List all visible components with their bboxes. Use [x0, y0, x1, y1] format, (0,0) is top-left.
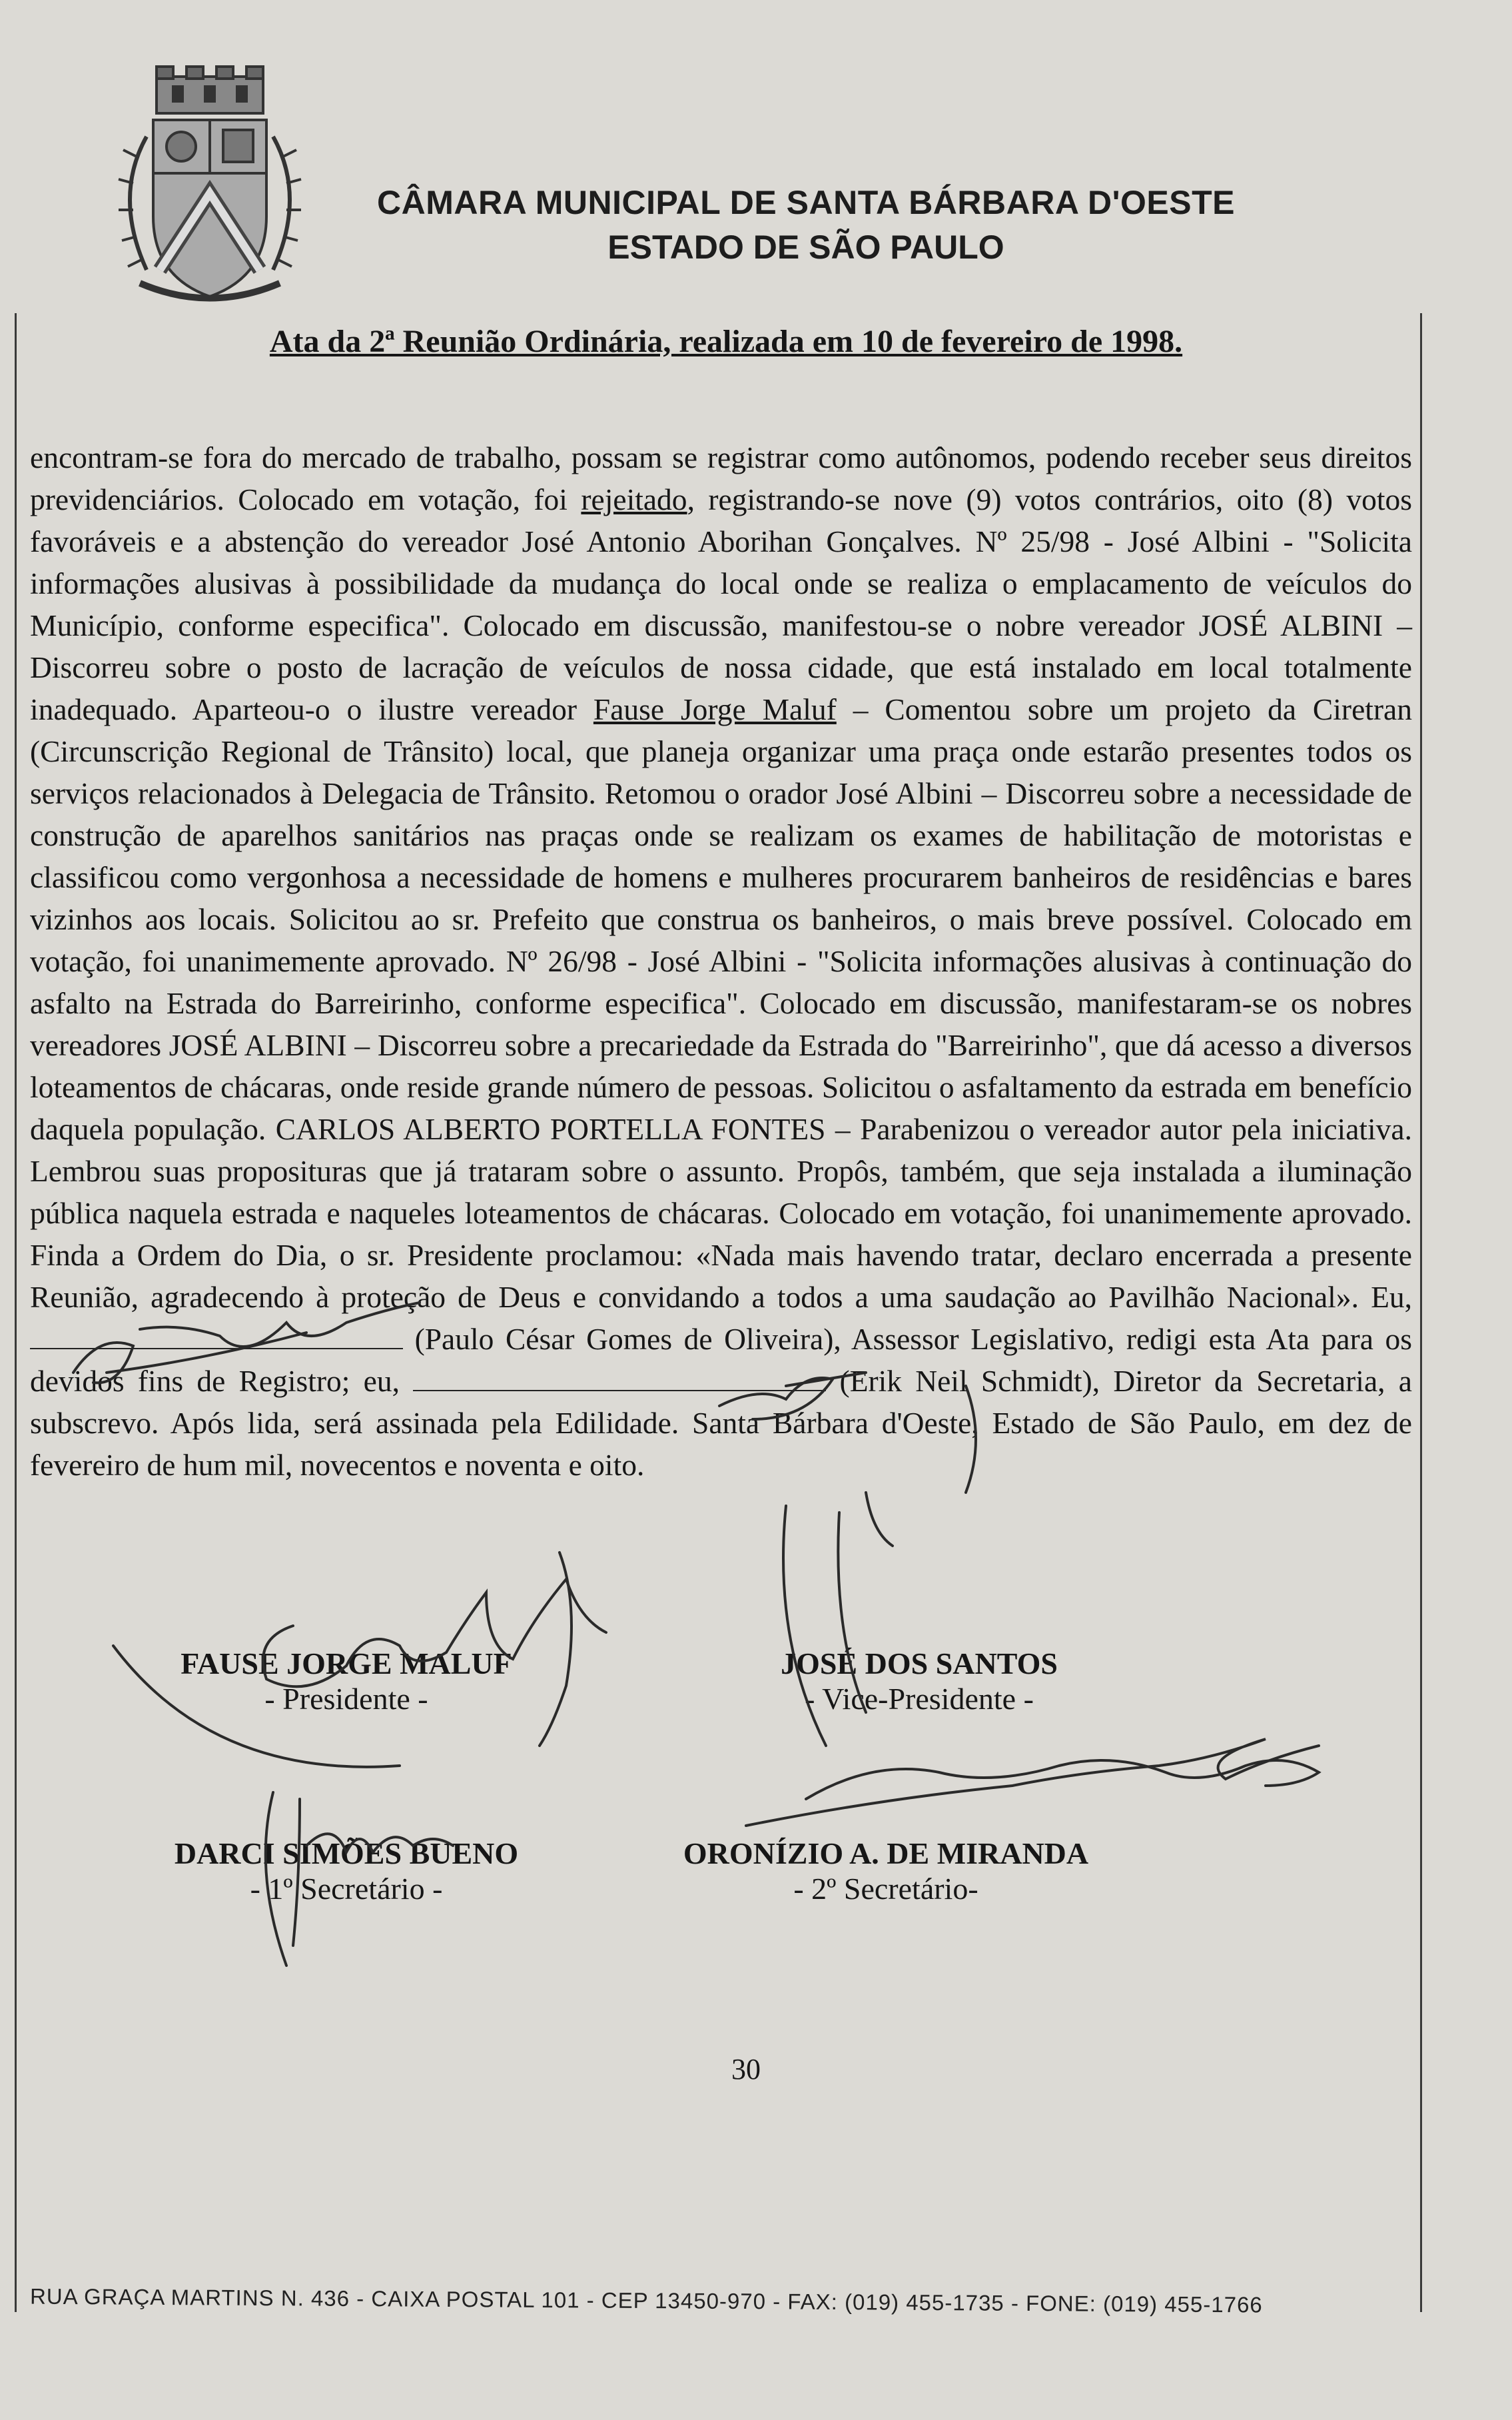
signer-name: FAUSE JORGE MALUF [181, 1646, 512, 1680]
signature-first-secretary [133, 1836, 560, 1906]
signer-role: - Vice-Presidente - [805, 1682, 1034, 1716]
signer-name: ORONÍZIO A. DE MIRANDA [683, 1836, 1089, 1870]
body-text-a: encontram-se fora do mercado de trabalho, possam se registrar como autônomos, podendo receber seus direitos previdenciários. Colocado em votação, foi [30, 440, 1412, 516]
signer-role: - 1º Secretário - [250, 1872, 443, 1906]
coat-of-arms-icon [100, 63, 320, 310]
institution-state: ESTADO DE SÃO PAULO [607, 229, 1004, 266]
underlined-fause-jorge-maluf: Fause Jorge Maluf [593, 692, 837, 726]
body-text-c: – Comentou sobre um projeto da Ciretran (Circunscrição Regional de Trânsito) local, que planeja organizar uma praça onde estarão presentes todos os serviços relacionados à Delegacia de Trânsito. Retomou o orador José Albini – Discorreu sobre a necessidade de construção de aparelhos sanitários nas praças onde se realizam os exames de habilitação de motoristas e classificou como vergonhosa a necessidade de homens e mulheres procurarem banheiros de residências e bares vizinhos aos locais. Solicitou ao sr. Prefeito que construa os banheiros, o mais breve possível. Colocado em votação, foi unanimemente aprovado. Nº 26/98 - José Albini - "Solicita informações alusivas à continuação do asfalto na Estrada do Barreirinho, conforme especifica". Colocado em discussão, manifestaram-se os nobres vereadores JOSÉ ALBINI – Discorreu sobre a precariedade da Estrada do "Barreirinho", que dá acesso a diversos loteamentos de chácaras, onde reside grande número de pessoas. Solicitou o asfaltamento da estrada em benefício daquela população. CARLOS ALBERTO PORTELLA FONTES – Parabenizou o vereador autor pela iniciativa. Lembrou suas proposituras que já trataram sobre o assunto. Propôs, também, que seja instalada a iluminação pública naquela estrada e naqueles loteamentos de chácaras. Colocado em votação, foi unanimemente aprovado. Finda a Ordem do Dia, o sr. Presidente proclamou: «Nada mais havendo tratar, declaro encerrada a presente Reunião, agradecendo à proteção de Deus e convidando a todos a uma saudação ao Pavilhão Nacional». Eu, [30, 692, 1413, 1314]
body-text-d: (Paulo César Gomes de Oliveira), Assessor Legislativo, redigi esta Ata para os devidos fins de Registro; eu, [30, 1322, 1412, 1398]
underlined-rejeitado: rejeitado [581, 482, 687, 516]
body-text-e: (Erik Neil Schmidt), Diretor da Secretaria, a subscrevo. Após lida, será assinada pela Edilidade. Santa Bárbara d'Oeste, Estado de São Paulo, em dez de fevereiro de hum mil, novecentos e noventa e oito. [30, 1364, 1412, 1482]
left-margin-rule [15, 313, 17, 2312]
minutes-paragraph [30, 436, 1412, 1486]
signer-role: - Presidente - [264, 1682, 428, 1716]
signature-line-2 [413, 1363, 826, 1391]
body-text-b: , registrando-se nove (9) votos contrários, oito (8) votos favoráveis e a abstenção do vereador José Antonio Aborihan Gonçalves. Nº 25/98 - José Albini - "Solicita informações alusivas à possibilidade da mudança do local onde se realiza o emplacamento de veículos do Município, conforme especifica". Colocado em discussão, manifestou-se o nobre vereador JOSÉ ALBINI – Discorreu sobre o posto de lacração de veículos de nossa cidade, que está instalado em local totalmente inadequado. Aparteou-o o ilustre vereador [30, 482, 1413, 726]
minutes-body [30, 436, 1412, 1486]
footer-address: RUA GRAÇA MARTINS N. 436 - CAIXA POSTAL 101 - CEP 13450-970 - FAX: (019) 455-1735 - FONE: (019) 455-1766 [29, 2283, 1263, 2317]
signer-role: - 2º Secretário- [793, 1872, 978, 1906]
right-margin-rule [1420, 313, 1422, 2312]
page-number: 30 [731, 2053, 761, 2086]
signature-vice-president [706, 1646, 1132, 1716]
signer-name: DARCI SIMÕES BUENO [174, 1836, 519, 1870]
signature-line-1 [30, 1321, 403, 1349]
signer-name: JOSÉ DOS SANTOS [781, 1646, 1058, 1680]
institution-name: CÂMARA MUNICIPAL DE SANTA BÁRBARA D'OESTE [377, 184, 1235, 221]
document-title: Ata da 2ª Reunião Ordinária, realizada em 10 de fevereiro de 1998. [269, 324, 1183, 359]
signature-president [133, 1646, 560, 1716]
signature-second-secretary [653, 1836, 1119, 1906]
